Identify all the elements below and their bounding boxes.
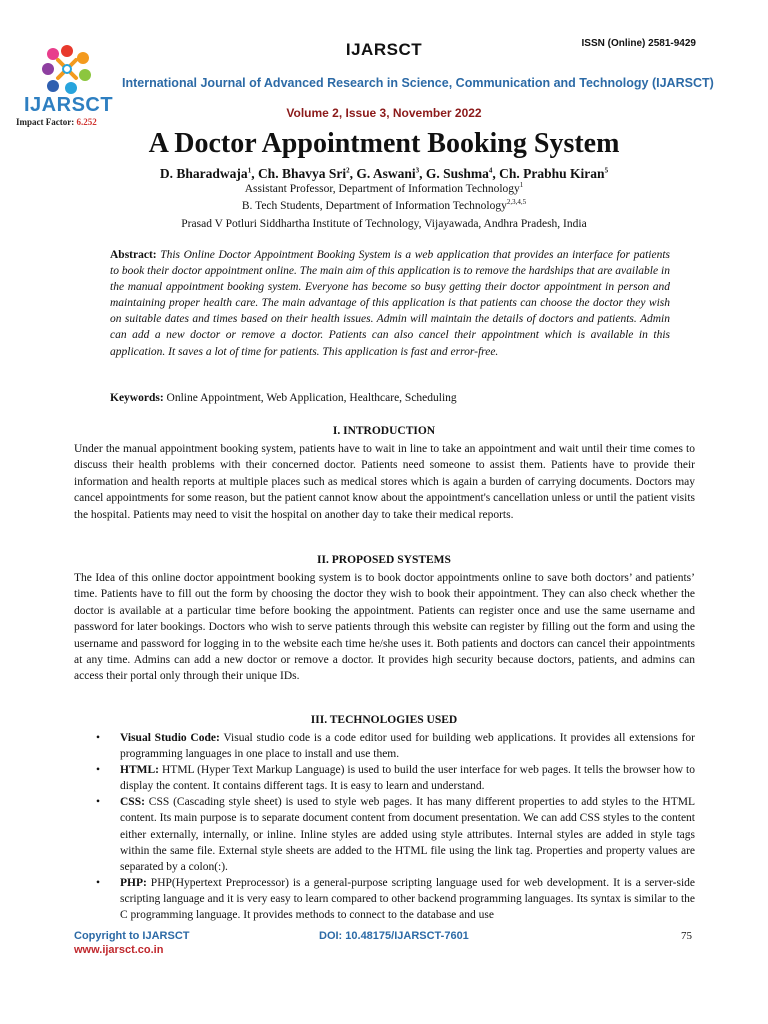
tech-term: PHP:	[120, 876, 147, 889]
technologies-list	[74, 730, 695, 923]
list-item	[74, 794, 695, 874]
section-heading-proposed: II. PROPOSED SYSTEMS	[317, 554, 451, 566]
section-heading-technologies: III. TECHNOLOGIES USED	[310, 714, 458, 726]
page-number: 75	[681, 930, 692, 942]
author-name: Ch. Prabhu Kiran	[499, 166, 605, 181]
author-name: Ch. Bhavya Sri	[257, 166, 347, 181]
bullet-icon: •	[96, 764, 101, 777]
affiliation-1	[0, 183, 768, 195]
affiliation-2-text: B. Tech Students, Department of Information Technology	[241, 200, 507, 212]
volume-issue: Volume 2, Issue 3, November 2022	[286, 106, 482, 120]
author-sup: 5	[604, 166, 609, 175]
keywords-label: Keywords:	[110, 392, 164, 404]
logo-text: IJARSCT	[24, 94, 114, 116]
affiliation-2-sup: 2,3,4,5	[506, 198, 527, 207]
affiliation-2	[0, 200, 768, 212]
tech-desc: HTML (Hyper Text Markup Language) is used to build the user interface for web pages. It tells the browser how to display the content. It contains different tags. It is easy to learn and understand.	[120, 764, 696, 793]
proposed-text: The Idea of this online doctor appointment booking system is to book doctor appointments online to save both doctors’ and patients’ time. Patients have to fill out the form by choosing the doctor they wish to book their appointment. They can also check whether the doctor is available at a particular time before booking the appointment. Patients can register once and use the same username and password for later bookings. Doctors who wish to serve patients through this website can register by filling out the form and using the username and password for logging in to the website each time he/she uses it. Both patients and doctors can cancel their appointments at any time. Admins can add a new doctor or remove a doctor. It provides high security because doctors, patients, and admins can access their portal only through their unique IDs.	[74, 572, 695, 683]
author-list: D. Bharadwaja$^1$, Ch. Bhavya Sri$^2$, G. Aswani$^3$, G. Sushma$^4$, Ch. Prabhu Kiran$^5$	[159, 166, 609, 181]
affiliation-1-text: Assistant Professor, Department of Information Technology	[244, 183, 520, 195]
list-item	[74, 762, 695, 794]
author-name: G. Aswani	[356, 166, 416, 181]
author-sup: 4	[488, 166, 493, 175]
tech-desc: CSS (Cascading style sheet) is used to style web pages. It has many different properties to add styles to the HTML content. Its main purpose is to separate document content from document presentation. We can add CSS styles to the content either externally, internally, or inline. Inline styles are added using style attributes. Internal styles are added in style tags within the same file. External style sheets are added to the HTML file using the link tag. Properties and property values are separated by a colon(:).	[120, 796, 696, 873]
tech-desc: PHP(Hypertext Preprocessor) is a general-purpose scripting language used for web development. It is a server-side scripting language and it is very easy to learn compared to other backend programming languages. Its syntax is similar to the C programming language. It provides methods to connect to the database and use	[120, 876, 695, 922]
list-item	[74, 875, 695, 923]
footer-doi-link[interactable]: DOI: 10.48175/IJARSCT-7601	[319, 930, 469, 942]
author-sup: 3	[415, 166, 420, 175]
journal-short-name: IJARSCT	[345, 40, 423, 59]
author-sup: 2	[346, 166, 350, 175]
author-name: D. Bharadwaja	[159, 166, 248, 181]
footer-copyright: Copyright to IJARSCT	[74, 930, 190, 942]
keywords	[110, 392, 670, 404]
tech-desc: Visual studio code is a code editor used for building web applications. It provides all extensions for programming languages in one place to install and use them.	[120, 732, 695, 761]
issn: ISSN (Online) 2581-9429	[581, 38, 696, 49]
page-title: A Doctor Appointment Booking System	[148, 128, 620, 159]
footer-website-link[interactable]: www.ijarsct.co.in	[74, 944, 164, 956]
bullet-icon: •	[96, 796, 101, 809]
impact-factor-label: Impact Factor:	[16, 117, 75, 127]
tech-term: HTML:	[120, 764, 159, 777]
tech-term: Visual Studio Code:	[120, 732, 220, 744]
bullet-icon: •	[96, 732, 101, 744]
bullet-icon: •	[96, 876, 101, 889]
tech-term: CSS:	[120, 796, 145, 809]
affiliation-3: Prasad V Potluri Siddhartha Institute of Technology, Vijayawada, Andhra Pradesh, India	[181, 218, 587, 230]
abstract-label: Abstract:	[110, 249, 157, 261]
keywords-text: Online Appointment, Web Application, Healthcare, Scheduling	[166, 392, 457, 404]
list-item	[74, 730, 695, 762]
affiliation-1-sup: 1	[519, 181, 524, 190]
abstract	[110, 247, 670, 360]
section-heading-introduction: I. INTRODUCTION	[332, 425, 436, 437]
author-sup: 1	[247, 166, 252, 175]
impact-factor-value: 6.252	[76, 117, 97, 127]
abstract-text: This Online Doctor Appointment Booking System is a web application that provides an interface for patients to book their doctor appointment online. The main aim of this application is to remove the hardships that are available in the manual appointment booking system. Everyone has become so busy getting their doctor appointment in person and maintaining proper health care. The main advantage of this application is that patients can choose the doctor they wish on suitable dates and times based on their health issues. Admin will maintain the details of doctors and patients. Admin can add a new doctor or remove a doctor. Patients can also cancel their appointment which is available in this application. It saves a lot of time for patients. This application is fast and error-free.	[110, 249, 670, 358]
introduction-text: Under the manual appointment booking system, patients have to wait in line to take an appointment and wait until their time comes to discuss their health problems with their concerned doctor. Patients need someone to assist them. Patients have to provide their information and health reports at multiple places such as medical stores which is again a burden of carrying documents. Doctors may cancel appointments for some reason, but the patient cannot know about the appointment's cancellation unless or until the patient visits the hospital. Patients may need to visit the hospital on another day to take their medical reports.	[74, 443, 695, 521]
author-name: G. Sushma	[425, 166, 489, 181]
journal-full-name: International Journal of Advanced Research in Science, Communication and Technology (IJARSCT)	[122, 76, 714, 90]
